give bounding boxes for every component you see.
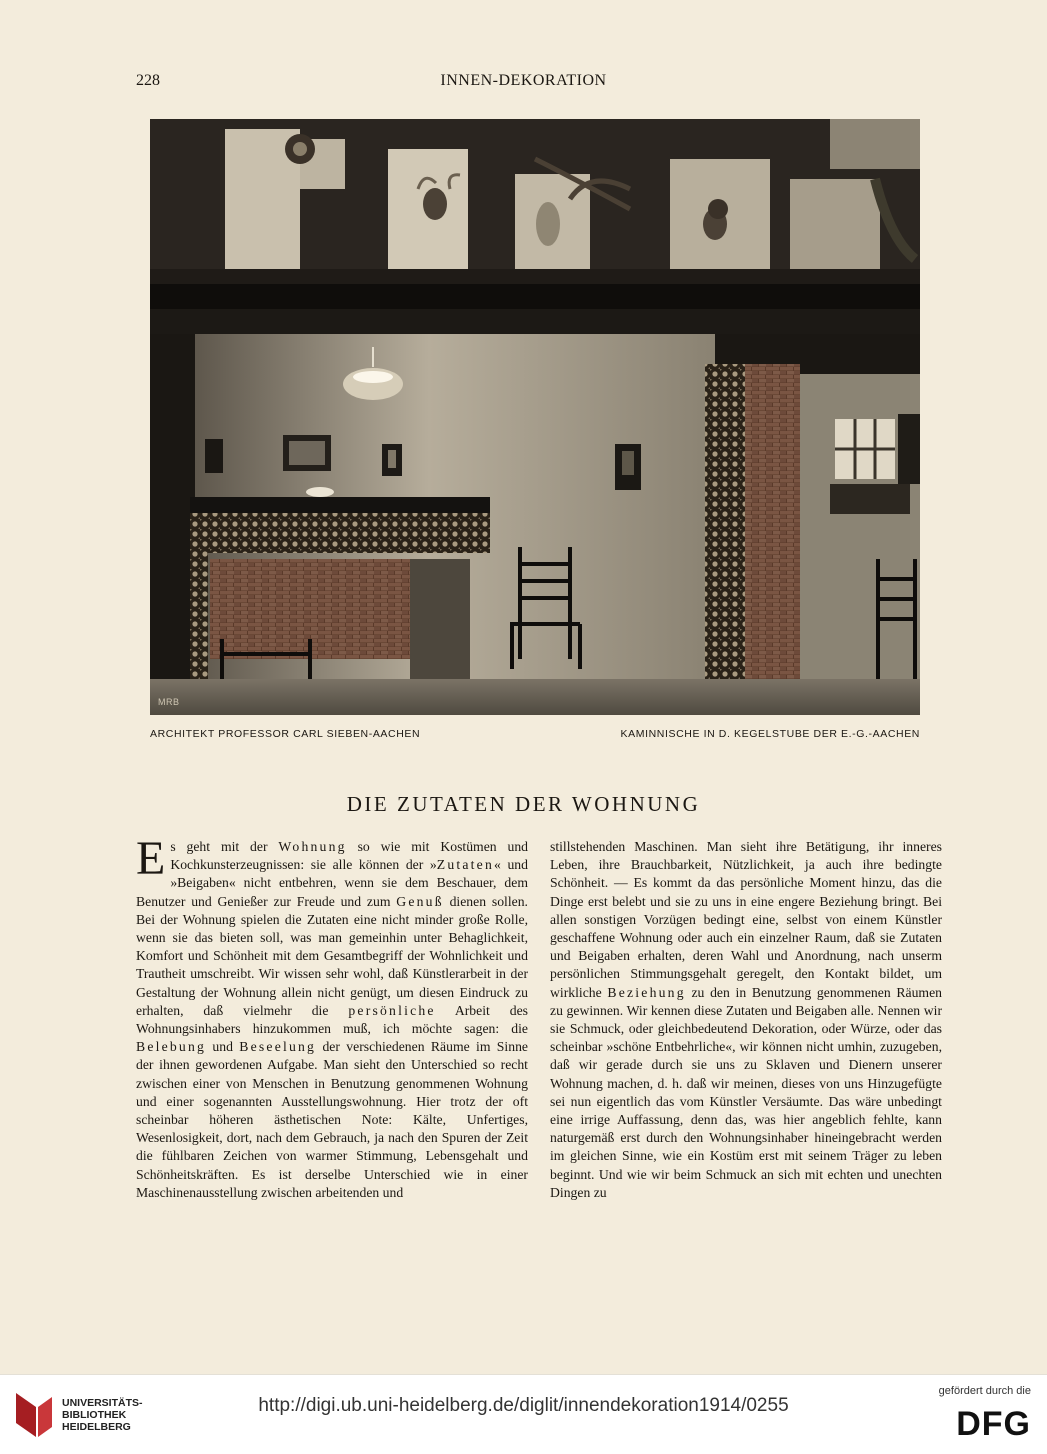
text-run: so wie mit Kostümen und Kochkunsterzeugnissen: sie alle können der » (170, 839, 529, 873)
interior-photograph (150, 119, 920, 715)
spaced-word: Belebung (136, 1039, 207, 1055)
text-run: s geht mit der (170, 839, 279, 854)
text-column-right (550, 838, 942, 1202)
library-name-line: BIBLIOTHEK (62, 1409, 127, 1421)
dfg-logo: DFG (956, 1405, 1031, 1443)
library-name-line: HEIDELBERG (62, 1421, 131, 1433)
text-run: und (206, 1039, 240, 1055)
text-run: stillstehenden Maschinen. Man sieht ihre Betätigung, ihr inneres Leben, ihre Brauchbarkeit, Nützlichkeit, ja auch ihre bedingte Schönheit. — Es kommt da das persönliche Moment hinzu, das die Dinge erst belebt und sie zu uns in eine engere Beziehung bringt. Bei allen sonstigen Vorzügen bedingt eine, selbst von einem Künstler geschaffene Wohnung oder auch ein einzelner Raum, daß sie Zutaten und Beigaben erhalten, deren Wahl und Anordnung, nach unserm persönlichen Stimmungsgehalt geregelt, den Kontakt bildet, um wirkliche (550, 839, 942, 1000)
text-run: « und »Beigaben« nicht entbehren, wenn sie dem Beschauer, dem Benutzer und Genießer zur Freude und zum (136, 857, 528, 909)
photo-illustration (150, 119, 920, 715)
library-name-line: UNIVERSITÄTS- (62, 1397, 143, 1409)
caption-architect: ARCHITEKT PROFESSOR CARL SIEBEN-AACHEN (150, 728, 421, 740)
running-head: INNEN-DEKORATION (440, 72, 607, 89)
paragraph (136, 832, 529, 1202)
digitization-footer (0, 1374, 1047, 1454)
photographer-monogram: MRB (158, 697, 180, 707)
paragraph (550, 838, 942, 1202)
sponsor-label: gefördert durch die (938, 1385, 1031, 1397)
spaced-word: Beziehung (607, 984, 686, 1000)
page-number: 228 (136, 72, 160, 89)
permalink-url[interactable]: http://digi.ub.uni-heidelberg.de/diglit/innendekoration1914/0255 (258, 1395, 789, 1416)
spaced-word: Wohnung (278, 839, 347, 854)
text-run: der verschiedenen Räume im Sinne der ihnen gewordenen Aufgabe. Man sieht den Unterschied so recht zwischen einer von Menschen in Benutzung genommenen Wohnung und einer sogenannten Ausstellungswohnung. Hier trotz der oft scheinbar höheren ästhetischen Note: Kälte, Unfertiges, Wesenlosigkeit, dort, nach dem Gebrauch, ja nach den Spuren der Zeit die fühlbaren Zeichen von warmer Stimmung, Lebensgehalt und Schönheitskräften. Es ist derselbe Unterschied wie in einer Maschinenausstellung zwischen arbeitenden und (136, 1039, 528, 1200)
drop-cap: E (136, 832, 166, 885)
caption-subject: KAMINNISCHE IN D. KEGELSTUBE DER E.-G.-AACHEN (620, 728, 920, 740)
article-title: DIE ZUTATEN DER WOHNUNG (346, 792, 701, 816)
text-run: Arbeit des Wohnungsinhabers hinzukommen muß, ich möchte sagen: die (136, 1002, 528, 1037)
spaced-word: Genuß (396, 893, 444, 909)
text-run: zu den in Benutzung genommenen Räumen zu gewinnen. Wir kennen diese Zutaten und Beigaben alle. Nennen wir sie Schmuck, oder gleichbedeutend Dekoration, oder Würze, oder das scheinbar »schöne Entbehrliche«, wir können nicht umhin, zuzugeben, daß wir gerade durch sie uns zu Sklaven und Dienern unserer Wohnung machen, d. h. daß wir meinen, dieses von uns Hinzugefügte sei nun eigentlich das vom Künstler Versäumte. Das wäre unbedingt eine irrige Auffassung, denn das, was hier angeblich fehlte, kann naturgemäß erst durch den Wohnungsinhaber hineingebracht werden im gleichen Sinne, wie ein Kostüm erst mit seinem Träger zu leben beginnt. Und wie wir beim Schmuck an sich mit echten und unechten Dingen zu (550, 984, 942, 1200)
spaced-word: Beseelung (239, 1039, 317, 1055)
text-run: dienen sollen. Bei der Wohnung spielen die Zutaten eine nicht minder große Rolle, wenn sie das bieten soll, was man gemeinhin unter Behaglichkeit, Komfort und Schönheit mit dem Gesamtbegriff der Wohnlichkeit und Trautheit umschreibt. Wir wissen sehr wohl, daß Künstlerarbeit in der Gestaltung der Wohnung allein nicht genügt, um diesen Eindruck zu erhalten, daß vielmehr die (136, 893, 528, 1018)
spaced-word: Zutaten (436, 857, 494, 873)
text-column-left (136, 832, 529, 1202)
spaced-word: persönliche (348, 1002, 436, 1018)
